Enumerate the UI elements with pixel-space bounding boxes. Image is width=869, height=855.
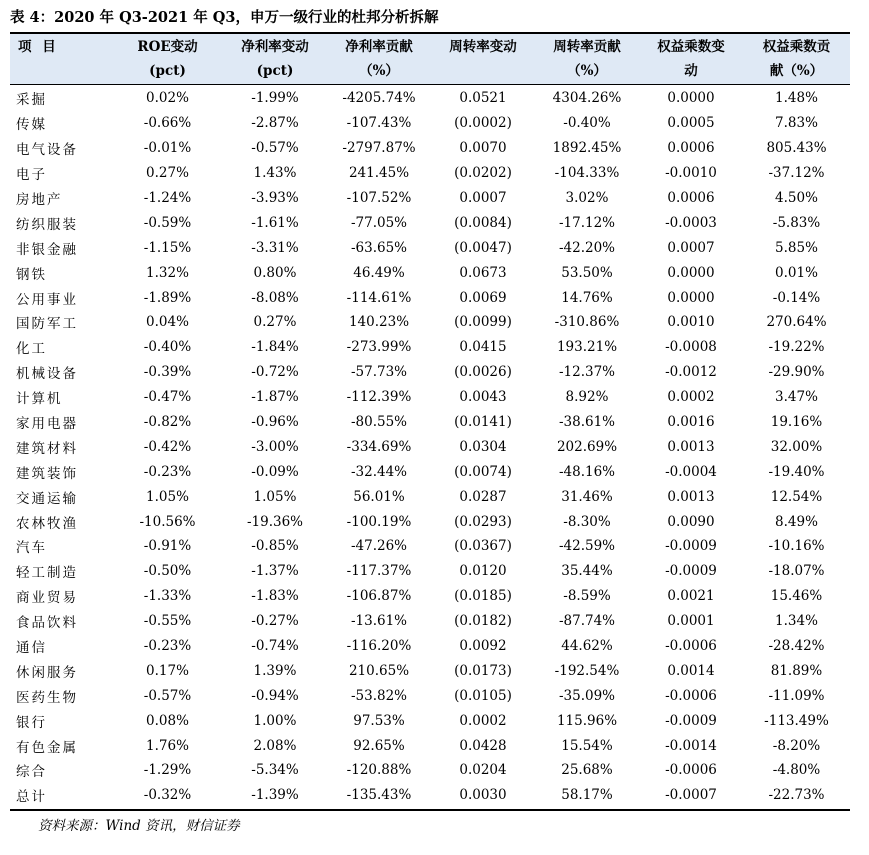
table-cell: 0.0001 <box>667 613 715 630</box>
table-cell: 35.44% <box>561 563 613 580</box>
table-cell: -3.93% <box>251 190 299 206</box>
table-cell: -0.72% <box>251 364 299 381</box>
table-cell: 0.0415 <box>459 339 507 356</box>
header-label: 项 目 <box>18 39 59 55</box>
header-sublabel: （%） <box>567 63 607 79</box>
table-cell: -35.09% <box>558 687 616 704</box>
table-cell: -0.94% <box>251 687 299 704</box>
table-cell: 5.85% <box>775 239 818 256</box>
table-cell: 0.0521 <box>459 90 507 107</box>
table-cell: 0.0070 <box>459 140 507 157</box>
header-col-0 <box>10 34 112 84</box>
table-cell: 0.04% <box>146 314 189 331</box>
table-cell: 0.0005 <box>667 115 715 132</box>
table-cell: 0.0428 <box>459 737 507 754</box>
table-cell: 46.49% <box>353 264 405 281</box>
table-cell: 15.54% <box>561 737 613 754</box>
table-cell: 0.0016 <box>667 414 715 431</box>
source-note: 资料来源：Wind 资讯，财信证券 <box>38 818 240 834</box>
table-cell: -0.82% <box>143 414 192 431</box>
table-cell: -42.20% <box>558 239 616 256</box>
table-cell: 210.65% <box>348 662 410 679</box>
table-title: 表 4：2020 年 Q3-2021 年 Q3，申万一级行业的杜邦分析拆解 <box>10 9 439 26</box>
table-cell: 1.05% <box>253 488 297 505</box>
table-row <box>10 783 850 808</box>
header-sublabel: (pct) <box>149 63 186 79</box>
table-row <box>10 136 850 161</box>
table-cell: -106.87% <box>346 588 412 605</box>
table-cell: -32.44% <box>350 463 408 480</box>
industry-name: 家用电器 <box>16 416 78 433</box>
table-cell: 0.0007 <box>667 239 715 256</box>
table-cell: (0.0141) <box>454 414 512 431</box>
table-cell: 44.62% <box>561 638 613 655</box>
table-cell: -8.30% <box>563 513 611 530</box>
table-cell: -48.16% <box>558 463 616 480</box>
table-cell: -112.39% <box>346 389 412 406</box>
industry-name: 化工 <box>16 341 47 358</box>
table-cell: -0.0006 <box>665 762 717 779</box>
table-row <box>10 360 850 385</box>
table-cell: -77.05% <box>350 214 408 231</box>
industry-name: 银行 <box>16 714 47 731</box>
header-label: ROE变动 <box>137 39 198 55</box>
table-cell: 193.21% <box>556 339 618 356</box>
table-cell: -2797.87% <box>342 140 416 157</box>
table-cell: -113.49% <box>764 712 829 729</box>
table-cell: 0.0014 <box>667 662 715 679</box>
table-cell: 56.01% <box>353 488 405 505</box>
table-cell: 1.05% <box>146 488 189 505</box>
table-cell: -334.69% <box>346 438 412 455</box>
table-cell: -0.66% <box>143 115 192 132</box>
table-cell: -63.65% <box>350 239 408 256</box>
header-sublabel: 献（%） <box>769 63 824 79</box>
table-cell: (0.0084) <box>454 214 512 231</box>
industry-name: 计算机 <box>16 391 63 408</box>
industry-name: 总计 <box>16 789 47 806</box>
table-cell: 3.02% <box>565 190 609 206</box>
table-cell: 15.46% <box>770 588 823 605</box>
industry-name: 通信 <box>16 640 47 657</box>
table-body <box>10 86 850 808</box>
table-cell: 140.23% <box>348 314 410 331</box>
table-cell: -80.55% <box>350 414 408 431</box>
table-cell: -22.73% <box>768 787 825 804</box>
table-cell: -0.59% <box>143 214 192 231</box>
table-row <box>10 584 850 609</box>
table-cell: 0.0006 <box>667 190 715 206</box>
table-cell: 0.0069 <box>459 289 507 306</box>
dupont-table <box>10 86 850 808</box>
table-cell: -1.61% <box>251 214 299 231</box>
table-row <box>10 310 850 335</box>
table-cell: -1.83% <box>251 588 299 605</box>
industry-name: 钢铁 <box>16 266 47 283</box>
table-row <box>10 708 850 733</box>
table-bottom-rule <box>10 809 850 811</box>
table-header <box>10 32 850 85</box>
table-cell: -192.54% <box>554 662 620 679</box>
table-cell: -0.42% <box>143 438 192 455</box>
table-cell: 25.68% <box>561 762 613 779</box>
table-cell: -100.19% <box>346 513 412 530</box>
table-cell: -0.96% <box>251 414 299 431</box>
table-cell: 0.08% <box>146 712 189 729</box>
table-cell: -0.0009 <box>665 712 717 729</box>
table-cell: 1.39% <box>253 662 297 679</box>
table-cell: (0.0047) <box>454 239 512 256</box>
table-cell: -1.99% <box>251 90 299 107</box>
table-cell: 0.17% <box>146 662 189 679</box>
table-cell: -4205.74% <box>342 90 416 107</box>
table-cell: -0.74% <box>251 638 299 655</box>
table-cell: -0.57% <box>143 687 192 704</box>
table-cell: -4.80% <box>772 762 821 779</box>
industry-name: 电子 <box>16 167 47 184</box>
table-cell: -1.33% <box>143 588 192 605</box>
table-cell: -0.23% <box>143 638 192 655</box>
table-cell: -135.43% <box>346 787 412 804</box>
table-row <box>10 285 850 310</box>
table-cell: -8.20% <box>772 737 821 754</box>
table-row <box>10 434 850 459</box>
industry-name: 传媒 <box>16 117 47 134</box>
table-cell: 202.69% <box>556 438 618 455</box>
table-cell: -5.83% <box>772 214 821 231</box>
table-cell: -1.87% <box>251 389 299 406</box>
table-cell: -3.31% <box>251 239 299 256</box>
table-cell: -0.40% <box>143 339 192 356</box>
table-cell: -0.40% <box>563 115 611 132</box>
table-cell: 0.0673 <box>459 264 507 281</box>
industry-name: 休闲服务 <box>16 664 78 681</box>
table-cell: 0.0000 <box>667 90 715 107</box>
table-cell: -87.74% <box>558 613 616 630</box>
table-cell: -12.37% <box>558 364 616 381</box>
table-row <box>10 111 850 136</box>
table-cell: -57.73% <box>350 364 408 381</box>
table-cell: -107.52% <box>346 190 412 206</box>
table-cell: 805.43% <box>766 140 827 157</box>
header-col-1 <box>112 34 223 84</box>
table-cell: -0.0006 <box>665 638 717 655</box>
header-sublabel: 动 <box>684 63 698 79</box>
table-cell: 1.34% <box>775 613 818 630</box>
table-cell: -273.99% <box>346 339 412 356</box>
table-cell: -0.55% <box>143 613 192 630</box>
table-cell: 0.0007 <box>459 190 507 206</box>
table-row <box>10 509 850 534</box>
table-cell: -11.09% <box>768 687 825 704</box>
table-cell: -0.23% <box>143 463 192 480</box>
table-cell: -1.37% <box>251 563 299 580</box>
table-cell: 0.0090 <box>667 513 715 530</box>
table-cell: 2.08% <box>253 737 297 754</box>
table-cell: -0.91% <box>143 538 192 555</box>
table-cell: -17.12% <box>558 214 616 231</box>
table-cell: -53.82% <box>350 687 408 704</box>
table-row <box>10 733 850 758</box>
table-row <box>10 86 850 111</box>
header-col-5 <box>535 34 639 84</box>
table-cell: -1.15% <box>143 239 192 256</box>
table-cell: (0.0185) <box>454 588 512 605</box>
industry-name: 机械设备 <box>16 366 78 383</box>
table-cell: 1.32% <box>146 264 189 281</box>
industry-name: 非银金融 <box>16 241 78 258</box>
table-cell: -47.26% <box>350 538 408 555</box>
table-cell: -114.61% <box>346 289 412 306</box>
table-cell: 53.50% <box>561 264 613 281</box>
table-cell: -13.61% <box>350 613 408 630</box>
table-cell: -0.50% <box>143 563 192 580</box>
table-cell: 0.0006 <box>667 140 715 157</box>
table-cell: -3.00% <box>251 438 299 455</box>
table-row <box>10 385 850 410</box>
table-cell: -0.85% <box>251 538 299 555</box>
table-cell: 0.0304 <box>459 438 507 455</box>
table-cell: 14.76% <box>561 289 613 306</box>
header-col-3 <box>327 34 431 84</box>
table-cell: -117.37% <box>346 563 412 580</box>
table-cell: -0.09% <box>251 463 299 480</box>
table-cell: (0.0293) <box>454 513 512 530</box>
table-cell: 0.02% <box>146 90 189 107</box>
table-cell: (0.0002) <box>454 115 512 132</box>
header-label: 净利率变动 <box>241 39 309 55</box>
table-cell: -19.36% <box>246 513 304 530</box>
table-cell: 0.0120 <box>459 563 507 580</box>
table-cell: 0.0002 <box>459 712 507 729</box>
table-cell: 0.0000 <box>667 264 715 281</box>
table-row <box>10 534 850 559</box>
header-rule <box>10 84 850 85</box>
table-cell: -5.34% <box>251 762 299 779</box>
industry-name: 公用事业 <box>16 291 78 308</box>
header-label: 权益乘数变 <box>657 39 725 55</box>
industry-name: 采掘 <box>16 92 47 109</box>
table-cell: 58.17% <box>561 787 613 804</box>
table-cell: 0.0092 <box>459 638 507 655</box>
table-cell: 97.53% <box>353 712 405 729</box>
industry-name: 国防军工 <box>16 316 78 333</box>
table-cell: (0.0202) <box>454 165 512 182</box>
table-cell: 0.0043 <box>459 389 507 406</box>
table-cell: -0.0012 <box>665 364 717 381</box>
table-cell: 12.54% <box>770 488 823 505</box>
header-col-6 <box>639 34 743 84</box>
table-cell: -8.08% <box>251 289 299 306</box>
table-cell: 1892.45% <box>552 140 622 157</box>
table-cell: (0.0173) <box>454 662 512 679</box>
table-cell: 0.0287 <box>459 488 507 505</box>
table-cell: 0.27% <box>253 314 297 331</box>
table-cell: 0.80% <box>253 264 297 281</box>
table-cell: -0.0003 <box>665 214 717 231</box>
table-row <box>10 634 850 659</box>
table-cell: 115.96% <box>556 712 618 729</box>
table-row <box>10 758 850 783</box>
table-cell: 19.16% <box>770 414 823 431</box>
table-cell: 0.01% <box>775 264 818 281</box>
table-cell: 81.89% <box>770 662 823 679</box>
header-sublabel: （%） <box>359 63 399 79</box>
header-col-2 <box>223 34 327 84</box>
table-cell: -0.0009 <box>665 563 717 580</box>
table-cell: -0.0014 <box>665 737 717 754</box>
table-row <box>10 235 850 260</box>
table-cell: 241.45% <box>348 165 410 182</box>
table-cell: 0.27% <box>146 165 189 182</box>
table-cell: -116.20% <box>346 638 412 655</box>
table-cell: -10.16% <box>768 538 825 555</box>
table-cell: 270.64% <box>766 314 827 331</box>
industry-name: 电气设备 <box>16 142 78 159</box>
table-cell: 32.00% <box>770 438 823 455</box>
table-cell: -104.33% <box>554 165 620 182</box>
table-cell: -310.86% <box>554 314 620 331</box>
table-cell: -1.24% <box>143 190 192 206</box>
table-cell: -8.59% <box>563 588 611 605</box>
table-cell: 1.48% <box>775 90 818 107</box>
table-cell: 31.46% <box>561 488 613 505</box>
table-cell: -0.0009 <box>665 538 717 555</box>
industry-name: 综合 <box>16 764 47 781</box>
table-cell: (0.0026) <box>454 364 512 381</box>
table-row <box>10 559 850 584</box>
table-cell: 1.76% <box>146 737 189 754</box>
table-cell: -107.43% <box>346 115 412 132</box>
table-cell: -1.84% <box>251 339 299 356</box>
table-cell: 0.0021 <box>667 588 715 605</box>
table-cell: (0.0182) <box>454 613 512 630</box>
header-col-4 <box>431 34 535 84</box>
header-label: 周转率变动 <box>449 39 517 55</box>
table-cell: 0.0030 <box>459 787 507 804</box>
table-row <box>10 335 850 360</box>
table-cell: 0.0000 <box>667 289 715 306</box>
table-cell: -38.61% <box>558 414 616 431</box>
table-cell: -18.07% <box>768 563 825 580</box>
table-cell: -0.14% <box>772 289 821 306</box>
table-cell: -1.39% <box>251 787 299 804</box>
table-cell: -10.56% <box>139 513 196 530</box>
table-cell: 1.43% <box>253 165 297 182</box>
table-cell: -0.39% <box>143 364 192 381</box>
table-cell: -28.42% <box>768 638 825 655</box>
table-cell: -0.32% <box>143 787 192 804</box>
industry-name: 食品饮料 <box>16 615 78 632</box>
industry-name: 纺织服装 <box>16 216 78 233</box>
table-cell: 0.0204 <box>459 762 507 779</box>
industry-name: 房地产 <box>16 192 63 208</box>
table-cell: (0.0105) <box>454 687 512 704</box>
industry-name: 有色金属 <box>16 739 78 756</box>
industry-name: 交通运输 <box>16 490 78 507</box>
table-row <box>10 210 850 235</box>
table-cell: 0.0013 <box>667 488 715 505</box>
table-cell: (0.0099) <box>454 314 512 331</box>
table-cell: -19.22% <box>768 339 825 356</box>
table-row <box>10 186 850 211</box>
table-cell: (0.0367) <box>454 538 512 555</box>
table-cell: (0.0074) <box>454 463 512 480</box>
table-cell: -0.0010 <box>665 165 717 182</box>
table-cell: -2.87% <box>251 115 299 132</box>
table-cell: -0.47% <box>143 389 192 406</box>
table-cell: 4.50% <box>775 190 818 206</box>
table-cell: 0.0013 <box>667 438 715 455</box>
table-row <box>10 410 850 435</box>
table-row <box>10 161 850 186</box>
table-row <box>10 260 850 285</box>
table-cell: 0.0010 <box>667 314 715 331</box>
table-row <box>10 658 850 683</box>
header-label: 周转率贡献 <box>553 39 621 55</box>
industry-name: 农林牧渔 <box>16 515 78 532</box>
industry-name: 建筑材料 <box>16 440 78 457</box>
table-row <box>10 484 850 509</box>
table-cell: 4304.26% <box>552 90 622 107</box>
industry-name: 轻工制造 <box>16 565 78 582</box>
table-cell: -42.59% <box>558 538 616 555</box>
table-row <box>10 459 850 484</box>
industry-name: 医药生物 <box>16 689 78 706</box>
table-cell: -0.27% <box>251 613 299 630</box>
table-cell: -37.12% <box>768 165 825 182</box>
table-cell: -0.57% <box>251 140 299 157</box>
table-cell: 8.49% <box>775 513 818 530</box>
table-cell: -120.88% <box>346 762 412 779</box>
table-cell: -0.0006 <box>665 687 717 704</box>
table-cell: 0.0002 <box>667 389 715 406</box>
table-cell: 1.00% <box>253 712 297 729</box>
table-cell: -29.90% <box>768 364 825 381</box>
table-row <box>10 683 850 708</box>
table-row <box>10 609 850 634</box>
table-cell: -19.40% <box>768 463 825 480</box>
table-cell: -1.29% <box>143 762 192 779</box>
header-col-7 <box>743 34 850 84</box>
industry-name: 商业贸易 <box>16 590 78 607</box>
table-cell: 3.47% <box>775 389 818 406</box>
industry-name: 汽车 <box>16 540 47 557</box>
header-label: 净利率贡献 <box>345 39 413 55</box>
table-cell: -0.0007 <box>665 787 717 804</box>
table-cell: -0.0008 <box>665 339 717 356</box>
industry-name: 建筑装饰 <box>16 465 78 482</box>
table-cell: -0.01% <box>143 140 192 157</box>
table-cell: -1.89% <box>143 289 192 306</box>
table-cell: 92.65% <box>353 737 405 754</box>
table-cell: 7.83% <box>775 115 818 132</box>
table-cell: -0.0004 <box>665 463 717 480</box>
table-cell: 8.92% <box>565 389 609 406</box>
header-label: 权益乘数贡 <box>762 39 831 55</box>
header-sublabel: (pct) <box>256 63 294 79</box>
